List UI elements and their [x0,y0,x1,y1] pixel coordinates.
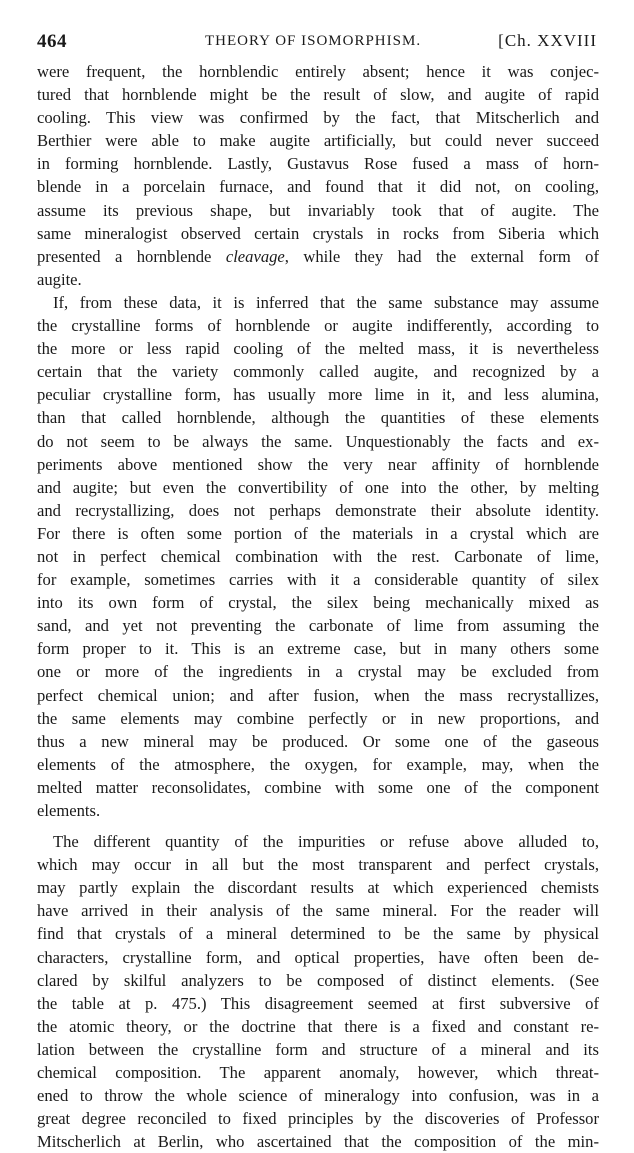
text-line: for example, sometimes carries with it a considerable quantity of silex [37,570,599,590]
text-line: Berthier were able to make augite artificially, but could never succeed [37,131,599,151]
text-line: were frequent, the hornblendic entirely absent; hence it was conjec- [37,62,599,81]
text-line: assume its previous shape, but invariably took that of augite. The [37,200,599,220]
text-line: same mineralogist observed certain crystals in rocks from Siberia which [37,223,599,243]
text-line: ened to throw the whole science of mineralogy into confusion, was in a [37,1086,599,1106]
text-line: lation between the crystalline form and structure of a mineral and its [37,1039,599,1059]
running-title: THEORY OF ISOMORPHISM. [205,33,422,49]
chapter-label: [Ch. XXVIII [498,31,597,50]
italic-word: cleavage [225,246,285,266]
text-line: form proper to it. This is an extreme case, but in many others some [37,639,599,659]
text-line: The different quantity of the impurities or refuse above alluded to, [53,832,599,852]
text-line: cooling. This view was confirmed by the fact, that Mitscherlich and [37,108,599,128]
text-line: characters, crystalline form, and optical properties, have often been de- [37,947,599,967]
text-line: Mitscherlich at Berlin, who ascertained that the composition of the min- [37,1132,599,1152]
text-line: clared by skilful analyzers to be composed of distinct elements. (See [37,970,599,990]
text-line: certain that the variety commonly called augite, and recognized by a [37,362,599,382]
paragraph-3 [37,830,599,1153]
text-line: elements of the atmosphere, the oxygen, for example, may, when the [37,754,599,774]
text-line [37,245,599,268]
text-line: may partly explain the discordant results at which experienced chemists [37,878,599,898]
text-line: than that called hornblende, although the quantities of these elements [37,408,599,428]
body-text [37,60,599,1153]
text-line: do not seem to be always the same. Unquestionably the facts and ex- [37,431,599,451]
paragraph-1 [37,60,599,291]
text-line: melted matter reconsolidates, combine with some one of the component [37,777,599,797]
page-number: 464 [37,31,67,52]
text-line: into its own form of crystal, the silex being mechanically mixed as [37,593,599,613]
text-line: which may occur in all but the most transparent and perfect crystals, [37,855,599,875]
text-line: peculiar crystalline form, has usually more lime in it, and less alumina, [37,385,599,405]
text-line: blende in a porcelain furnace, and found that it did not, on cooling, [37,177,599,197]
text-line: chemical composition. The apparent anomaly, however, which threat- [37,1063,599,1083]
text-line: the same elements may combine perfectly or in new proportions, and [37,708,599,728]
text-run: , while they had the external form of [284,246,599,266]
text-line: For there is often some portion of the materials in a crystal which are [37,523,599,543]
text-line: not in perfect chemical combination with the rest. Carbonate of lime, [37,546,599,566]
text-line: and augite; but even the convertibility of one into the other, by melting [37,477,599,497]
text-line: the atomic theory, or the doctrine that there is a fixed and constant re- [37,1016,599,1036]
text-line: sand, and yet not preventing the carbonate of lime from assuming the [37,616,599,636]
text-line: periments above mentioned show the very near affinity of hornblende [37,454,599,474]
text-line: tured that hornblende might be the result of slow, and augite of rapid [37,85,599,105]
text-line: great degree reconciled to fixed principles by the discoveries of Professor [37,1109,599,1129]
text-line: If, from these data, it is inferred that the same substance may assume [53,292,599,312]
text-line: find that crystals of a mineral determined to be the same by physical [37,924,599,944]
running-header [37,31,597,55]
text-line: one or more of the ingredients in a crystal may be excluded from [37,662,599,682]
text-line: augite. [37,269,82,289]
paragraph-2 [37,291,599,822]
text-line: the table at p. 475.) This disagreement seemed at first subversive of [37,993,599,1013]
text-line: the more or less rapid cooling of the melted mass, it is nevertheless [37,339,599,359]
text-line: have arrived in their analysis of the same mineral. For the reader will [37,901,599,921]
text-line: in forming hornblende. Lastly, Gustavus Rose fused a mass of horn- [37,154,599,174]
text-line: and recrystallizing, does not perhaps demonstrate their absolute identity. [37,500,599,520]
text-run: presented a hornblende [37,246,226,266]
text-line: the crystalline forms of hornblende or augite indifferently, according to [37,316,599,336]
text-line: thus a new mineral may be produced. Or some one of the gaseous [37,731,599,751]
text-line: perfect chemical union; and after fusion, when the mass recrystallizes, [37,685,599,705]
text-line: elements. [37,801,101,820]
